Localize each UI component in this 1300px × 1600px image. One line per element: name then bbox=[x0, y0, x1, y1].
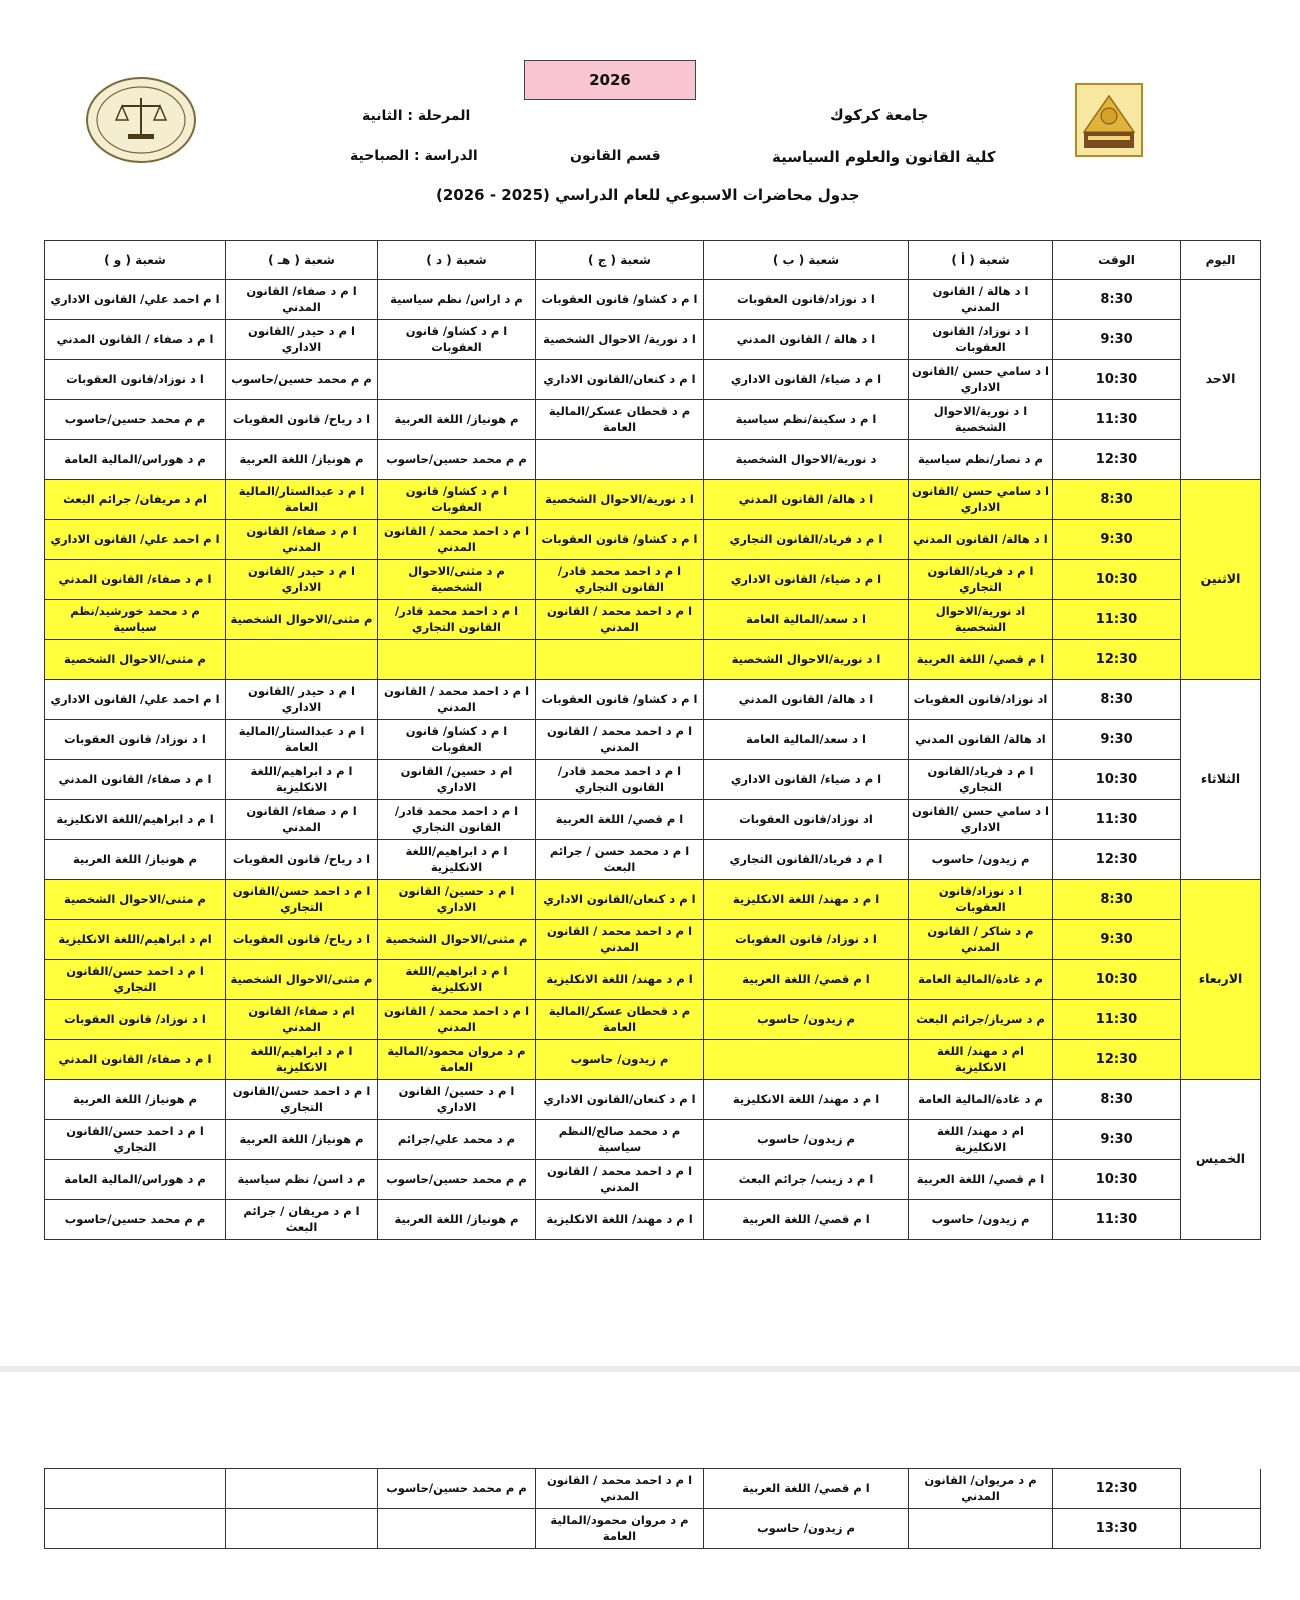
lecture-cell: ا م د احمد محمد قادر/ القانون التجاري bbox=[378, 800, 536, 840]
lecture-cell: ا م د حيدر /القانون الاداري bbox=[226, 680, 378, 720]
lecture-cell: ا م د احمد محمد / القانون المدني bbox=[378, 520, 536, 560]
lecture-cell: ا د سعد/المالية العامة bbox=[704, 720, 909, 760]
lecture-cell: م د اراس/ نظم سياسية bbox=[378, 280, 536, 320]
lecture-cell: ا م قصي/ اللغة العربية bbox=[909, 640, 1053, 680]
table-row bbox=[45, 320, 1261, 360]
lecture-cell: ا م د احمد محمد قادر/ القانون التجاري bbox=[536, 560, 704, 600]
lecture-cell: ا م د احمد حسن/القانون التجاري bbox=[45, 1120, 226, 1160]
table-row bbox=[45, 960, 1261, 1000]
lecture-cell: ا د نوزاد/ قانون العقوبات bbox=[704, 920, 909, 960]
lecture-cell: ا م د حيدر /القانون الاداري bbox=[226, 560, 378, 600]
table-row bbox=[45, 1120, 1261, 1160]
time-cell: 13:30 bbox=[1053, 1509, 1181, 1549]
column-header: الوقت bbox=[1053, 241, 1181, 280]
department-name: قسم القانون bbox=[570, 148, 661, 164]
lecture-cell bbox=[378, 1509, 536, 1549]
lecture-cell: م د مريوان/ القانون المدني bbox=[909, 1469, 1053, 1509]
table-row bbox=[45, 1469, 1261, 1509]
lecture-cell bbox=[378, 360, 536, 400]
lecture-cell: اد هالة/ القانون المدني bbox=[909, 720, 1053, 760]
lecture-cell: ا م احمد علي/ القانون الاداري bbox=[45, 680, 226, 720]
time-cell: 9:30 bbox=[1053, 520, 1181, 560]
lecture-cell: م زيدون/ حاسوب bbox=[909, 840, 1053, 880]
lecture-cell: ا د نورية/ الاحوال الشخصية bbox=[536, 320, 704, 360]
lecture-cell: م د هوراس/المالية العامة bbox=[45, 1160, 226, 1200]
day-cell: الخميس bbox=[1181, 1080, 1261, 1240]
lecture-cell: م مثنى/الاحوال الشخصية bbox=[45, 640, 226, 680]
lecture-cell: ا د رياح/ قانون العقوبات bbox=[226, 840, 378, 880]
lecture-cell: ا م د محمد حسن / جرائم البعث bbox=[536, 840, 704, 880]
lecture-cell: ا م قصي/ اللغة العربية bbox=[909, 1160, 1053, 1200]
lecture-cell: م هونياز/ اللغة العربية bbox=[378, 1200, 536, 1240]
time-cell: 12:30 bbox=[1053, 840, 1181, 880]
lecture-cell: ا م د كشاو/ قانون العقوبات bbox=[378, 320, 536, 360]
lecture-cell: ا م د كشاو/ قانون العقوبات bbox=[536, 520, 704, 560]
table-row bbox=[45, 840, 1261, 880]
lecture-cell: م د نصار/نظم سياسية bbox=[909, 440, 1053, 480]
lecture-cell: ا م د مهند/ اللغة الانكليزية bbox=[536, 1200, 704, 1240]
lecture-cell: ا م د حسين/ القانون الاداري bbox=[378, 1080, 536, 1120]
lecture-cell: ا د هالة/ القانون المدني bbox=[909, 520, 1053, 560]
lecture-cell bbox=[226, 1469, 378, 1509]
time-cell: 11:30 bbox=[1053, 400, 1181, 440]
lecture-cell: ا م د ابراهيم/اللغة الانكليزية bbox=[226, 760, 378, 800]
lecture-cell: ا م د صفاء/ القانون المدني bbox=[226, 520, 378, 560]
college-seal-icon bbox=[84, 76, 198, 164]
lecture-cell: م مثنى/الاحوال الشخصية bbox=[226, 960, 378, 1000]
lecture-cell: ا د سامي حسن /القانون الاداري bbox=[909, 480, 1053, 520]
lecture-cell: ا د نوزاد/ قانون العقوبات bbox=[45, 720, 226, 760]
table-row bbox=[45, 800, 1261, 840]
lecture-cell: ام د مهند/ اللغة الانكليزية bbox=[909, 1120, 1053, 1160]
lecture-cell: م م محمد حسين/حاسوب bbox=[378, 440, 536, 480]
lecture-cell bbox=[45, 1469, 226, 1509]
table-row bbox=[45, 1000, 1261, 1040]
lecture-cell: ا م قصي/ اللغة العربية bbox=[536, 800, 704, 840]
lecture-cell: اد نوزاد/قانون العقوبات bbox=[909, 680, 1053, 720]
lecture-cell: ا د نوزاد/قانون العقوبات bbox=[909, 880, 1053, 920]
time-cell: 8:30 bbox=[1053, 1080, 1181, 1120]
time-cell: 8:30 bbox=[1053, 480, 1181, 520]
header-row bbox=[45, 241, 1261, 280]
lecture-cell: م د محمد خورشيد/نظم سياسية bbox=[45, 600, 226, 640]
time-cell: 11:30 bbox=[1053, 600, 1181, 640]
table-row bbox=[45, 280, 1261, 320]
lecture-cell: ا م د زينب/ جرائم البعث bbox=[704, 1160, 909, 1200]
lecture-cell: م د محمد صالح/النظم سياسية bbox=[536, 1120, 704, 1160]
lecture-cell: ا د نورية/الاحوال الشخصية bbox=[909, 400, 1053, 440]
column-header: اليوم bbox=[1181, 241, 1261, 280]
lecture-cell: ا م د كنعان/القانون الاداري bbox=[536, 1080, 704, 1120]
lecture-cell: م زيدون/ حاسوب bbox=[704, 1000, 909, 1040]
lecture-cell: ا م د عبدالستار/المالية العامة bbox=[226, 480, 378, 520]
table-row bbox=[45, 1160, 1261, 1200]
lecture-cell: اد نورية/الاحوال الشخصية bbox=[909, 600, 1053, 640]
lecture-cell: م م محمد حسين/حاسوب bbox=[45, 1200, 226, 1240]
lecture-cell: ا م د حسين/ القانون الاداري bbox=[378, 880, 536, 920]
study-type: الدراسة : الصباحية bbox=[350, 148, 478, 164]
lecture-cell: ا د هالة/ القانون المدني bbox=[704, 680, 909, 720]
time-cell: 12:30 bbox=[1053, 1469, 1181, 1509]
day-cell: الاربعاء bbox=[1181, 880, 1261, 1080]
lecture-cell: ا م د ابراهيم/اللغة الانكليزية bbox=[378, 960, 536, 1000]
lecture-cell: ا م د احمد حسن/القانون التجاري bbox=[226, 880, 378, 920]
table-row bbox=[45, 880, 1261, 920]
lecture-cell: ا م د ابراهيم/اللغة الانكليزية bbox=[226, 1040, 378, 1080]
lecture-cell: ا د نورية/الاحوال الشخصية bbox=[704, 640, 909, 680]
lecture-cell: م م محمد حسين/حاسوب bbox=[378, 1469, 536, 1509]
lecture-cell: ا د رياح/ قانون العقوبات bbox=[226, 400, 378, 440]
lecture-cell: ا م قصي/ اللغة العربية bbox=[704, 960, 909, 1000]
lecture-cell bbox=[704, 1040, 909, 1080]
time-cell: 9:30 bbox=[1053, 1120, 1181, 1160]
page-header bbox=[0, 0, 1300, 240]
time-cell: 10:30 bbox=[1053, 1160, 1181, 1200]
lecture-cell: م د مروان محمود/المالية العامة bbox=[536, 1509, 704, 1549]
lecture-cell: م هونياز/ اللغة العربية bbox=[45, 840, 226, 880]
university-name: جامعة كركوك bbox=[830, 106, 929, 124]
table-row bbox=[45, 1080, 1261, 1120]
time-cell: 10:30 bbox=[1053, 360, 1181, 400]
lecture-cell: ا م د احمد محمد قادر/ القانون التجاري bbox=[536, 760, 704, 800]
lecture-cell: م د اسن/ نظم سياسية bbox=[226, 1160, 378, 1200]
lecture-cell bbox=[226, 1509, 378, 1549]
table-row bbox=[45, 760, 1261, 800]
lecture-cell: ا م د احمد محمد / القانون المدني bbox=[536, 1160, 704, 1200]
lecture-cell: ا م د ابراهيم/اللغة الانكليزية bbox=[378, 840, 536, 880]
lecture-cell: م هونياز/ اللغة العربية bbox=[226, 440, 378, 480]
time-cell: 10:30 bbox=[1053, 760, 1181, 800]
lecture-cell: ا د سامي حسن /القانون الاداري bbox=[909, 800, 1053, 840]
day-cell: الاثنين bbox=[1181, 480, 1261, 680]
time-cell: 8:30 bbox=[1053, 680, 1181, 720]
lecture-cell: ا د نوزاد/ قانون العقوبات bbox=[45, 1000, 226, 1040]
day-cell: الثلاثاء bbox=[1181, 680, 1261, 880]
lecture-cell: ام د مريفان/ جرائم البعث bbox=[45, 480, 226, 520]
lecture-cell: ا م قصي/ اللغة العربية bbox=[704, 1469, 909, 1509]
lecture-cell: م د قحطان عسكر/المالية العامة bbox=[536, 400, 704, 440]
lecture-cell: اد نوزاد/قانون العقوبات bbox=[704, 800, 909, 840]
lecture-cell bbox=[909, 1509, 1053, 1549]
lecture-cell: ا م د ضياء/ القانون الاداري bbox=[704, 760, 909, 800]
time-cell: 8:30 bbox=[1053, 280, 1181, 320]
lecture-cell: ا م د ضياء/ القانون الاداري bbox=[704, 360, 909, 400]
lecture-cell: ا م د احمد محمد / القانون المدني bbox=[536, 1469, 704, 1509]
time-cell: 11:30 bbox=[1053, 800, 1181, 840]
lecture-cell: ام د مهند/ اللغة الانكليزية bbox=[909, 1040, 1053, 1080]
lecture-cell: ا م د مهند/ اللغة الانكليزية bbox=[704, 880, 909, 920]
lecture-cell: د نورية/الاحوال الشخصية bbox=[704, 440, 909, 480]
lecture-cell bbox=[536, 640, 704, 680]
lecture-cell: ا د نوزاد/قانون العقوبات bbox=[704, 280, 909, 320]
lecture-cell: ا م د كشاو/ قانون العقوبات bbox=[536, 280, 704, 320]
lecture-cell: م د سرياز/جرائم البعث bbox=[909, 1000, 1053, 1040]
lecture-cell: ا م احمد علي/ القانون الاداري bbox=[45, 280, 226, 320]
lecture-cell: ا م د كشاو/ قانون العقوبات bbox=[536, 680, 704, 720]
table-row bbox=[45, 720, 1261, 760]
lecture-cell: ا م د مريفان / جرائم البعث bbox=[226, 1200, 378, 1240]
continuation-table bbox=[44, 1468, 1261, 1549]
lecture-cell: ا د نوزاد/قانون العقوبات bbox=[45, 360, 226, 400]
table-row bbox=[45, 400, 1261, 440]
lecture-cell: م د غادة/المالية العامة bbox=[909, 1080, 1053, 1120]
lecture-cell: ا د هالة / القانون المدني bbox=[909, 280, 1053, 320]
lecture-cell: م هونياز/ اللغة العربية bbox=[378, 400, 536, 440]
table-row bbox=[45, 1509, 1261, 1549]
lecture-cell: م مثنى/الاحوال الشخصية bbox=[226, 600, 378, 640]
lecture-cell: ا م د مهند/ اللغة الانكليزية bbox=[536, 960, 704, 1000]
lecture-cell: م م محمد حسين/حاسوب bbox=[226, 360, 378, 400]
lecture-cell: م زيدون/ حاسوب bbox=[704, 1509, 909, 1549]
table-row bbox=[45, 480, 1261, 520]
column-header: شعبة ( و ) bbox=[45, 241, 226, 280]
lecture-cell: ا م د صفاء/ القانون المدني bbox=[226, 280, 378, 320]
lecture-cell: ا م د فرياد/القانون التجاري bbox=[704, 520, 909, 560]
time-cell: 10:30 bbox=[1053, 960, 1181, 1000]
day-cell bbox=[1181, 1469, 1261, 1509]
lecture-cell: ا م احمد علي/ القانون الاداري bbox=[45, 520, 226, 560]
lecture-cell: ا م د صفاء/ القانون المدني bbox=[45, 1040, 226, 1080]
lecture-cell: ا م د صفاء / القانون المدني bbox=[45, 320, 226, 360]
lecture-cell: ا م د كنعان/القانون الاداري bbox=[536, 880, 704, 920]
lecture-cell: ا م د سكينة/نظم سياسية bbox=[704, 400, 909, 440]
lecture-cell: ا م د احمد محمد / القانون المدني bbox=[536, 920, 704, 960]
page-separator bbox=[0, 1366, 1300, 1372]
time-cell: 9:30 bbox=[1053, 320, 1181, 360]
lecture-cell: م مثنى/الاحوال الشخصية bbox=[378, 920, 536, 960]
column-header: شعبة ( أ ) bbox=[909, 241, 1053, 280]
lecture-cell: ا م د عبدالستار/المالية العامة bbox=[226, 720, 378, 760]
lecture-cell bbox=[226, 640, 378, 680]
table-row bbox=[45, 640, 1261, 680]
lecture-cell: ا د نوزاد/ القانون العقوبات bbox=[909, 320, 1053, 360]
schedule-title: جدول محاضرات الاسبوعي للعام الدراسي (2025 - 2026) bbox=[436, 186, 860, 204]
lecture-cell: م د شاكر / القانون المدني bbox=[909, 920, 1053, 960]
day-cell bbox=[1181, 1509, 1261, 1549]
table-row bbox=[45, 360, 1261, 400]
lecture-cell: ا م د حيدر /القانون الاداري bbox=[226, 320, 378, 360]
lecture-cell bbox=[536, 440, 704, 480]
lecture-cell: ا م د احمد حسن/القانون التجاري bbox=[45, 960, 226, 1000]
lecture-cell: ا م د احمد محمد / القانون المدني bbox=[536, 720, 704, 760]
column-header: شعبة ( ب ) bbox=[704, 241, 909, 280]
lecture-cell: ا د رياح/ قانون العقوبات bbox=[226, 920, 378, 960]
column-header: شعبة ( هـ ) bbox=[226, 241, 378, 280]
time-cell: 10:30 bbox=[1053, 560, 1181, 600]
table-row bbox=[45, 680, 1261, 720]
college-name: كلية القانون والعلوم السياسية bbox=[772, 148, 996, 166]
lecture-cell: م م محمد حسين/حاسوب bbox=[378, 1160, 536, 1200]
table-row bbox=[45, 520, 1261, 560]
time-cell: 11:30 bbox=[1053, 1200, 1181, 1240]
lecture-cell: م زيدون/ حاسوب bbox=[704, 1120, 909, 1160]
column-header: شعبة ( ج ) bbox=[536, 241, 704, 280]
time-cell: 9:30 bbox=[1053, 720, 1181, 760]
lecture-cell: م م محمد حسين/حاسوب bbox=[45, 400, 226, 440]
lecture-cell: ا م د احمد حسن/القانون التجاري bbox=[226, 1080, 378, 1120]
time-cell: 12:30 bbox=[1053, 1040, 1181, 1080]
lecture-cell: ا م د احمد محمد / القانون المدني bbox=[536, 600, 704, 640]
lecture-cell: ا م قصي/ اللغة العربية bbox=[704, 1200, 909, 1240]
table-row bbox=[45, 440, 1261, 480]
lecture-cell bbox=[45, 1509, 226, 1549]
lecture-cell: ا د هالة / القانون المدني bbox=[704, 320, 909, 360]
time-cell: 8:30 bbox=[1053, 880, 1181, 920]
lecture-cell: ا م د احمد محمد / القانون المدني bbox=[378, 680, 536, 720]
day-cell: الاحد bbox=[1181, 280, 1261, 480]
lecture-cell: ا م د كنعان/القانون الاداري bbox=[536, 360, 704, 400]
lecture-cell: ا م د صفاء/ القانون المدني bbox=[45, 760, 226, 800]
table-row bbox=[45, 920, 1261, 960]
lecture-cell: ا م د احمد محمد / القانون المدني bbox=[378, 1000, 536, 1040]
schedule-table bbox=[44, 240, 1261, 1240]
table-row bbox=[45, 600, 1261, 640]
lecture-cell: ا م د صفاء/ القانون المدني bbox=[45, 560, 226, 600]
stage-label: المرحلة : الثانية bbox=[362, 108, 471, 124]
lecture-cell: ا م د فرياد/القانون التجاري bbox=[909, 560, 1053, 600]
column-header: شعبة ( د ) bbox=[378, 241, 536, 280]
lecture-cell: م د قحطان عسكر/المالية العامة bbox=[536, 1000, 704, 1040]
lecture-cell: م زيدون/ حاسوب bbox=[909, 1200, 1053, 1240]
lecture-cell: ام د صفاء/ القانون المدني bbox=[226, 1000, 378, 1040]
lecture-cell: ا م د ضياء/ القانون الاداري bbox=[704, 560, 909, 600]
lecture-cell: ا م د صفاء/ القانون المدني bbox=[226, 800, 378, 840]
lecture-cell: ا د سامي حسن /القانون الاداري bbox=[909, 360, 1053, 400]
time-cell: 12:30 bbox=[1053, 440, 1181, 480]
lecture-cell: ا د سعد/المالية العامة bbox=[704, 600, 909, 640]
time-cell: 9:30 bbox=[1053, 920, 1181, 960]
lecture-cell: م زيدون/ حاسوب bbox=[536, 1040, 704, 1080]
lecture-cell: ا د هالة/ القانون المدني bbox=[704, 480, 909, 520]
time-cell: 11:30 bbox=[1053, 1000, 1181, 1040]
lecture-cell: م د هوراس/المالية العامة bbox=[45, 440, 226, 480]
lecture-cell: ام د ابراهيم/اللغة الانكليزية bbox=[45, 920, 226, 960]
university-logo-icon bbox=[1074, 82, 1144, 158]
lecture-cell: م هونياز/ اللغة العربية bbox=[226, 1120, 378, 1160]
table-row bbox=[45, 560, 1261, 600]
lecture-cell: م د محمد علي/جرائم bbox=[378, 1120, 536, 1160]
table-row bbox=[45, 1200, 1261, 1240]
lecture-cell: ا م د ابراهيم/اللغة الانكليزية bbox=[45, 800, 226, 840]
lecture-cell: ا د نورية/الاحوال الشخصية bbox=[536, 480, 704, 520]
lecture-cell bbox=[378, 640, 536, 680]
lecture-cell: ا م د كشاو/ قانون العقوبات bbox=[378, 480, 536, 520]
lecture-cell: ام د حسين/ القانون الاداري bbox=[378, 760, 536, 800]
lecture-cell: ا م د كشاو/ قانون العقوبات bbox=[378, 720, 536, 760]
lecture-cell: ا م د مهند/ اللغة الانكليزية bbox=[704, 1080, 909, 1120]
year-badge: 2026 bbox=[524, 60, 696, 100]
lecture-cell: ا م د احمد محمد قادر/ القانون التجاري bbox=[378, 600, 536, 640]
lecture-cell: م د مثنى/الاحوال الشخصية bbox=[378, 560, 536, 600]
lecture-cell: ا م د فرياد/القانون التجاري bbox=[704, 840, 909, 880]
lecture-cell: ا م د فرياد/القانون التجاري bbox=[909, 760, 1053, 800]
lecture-cell: م د غادة/المالية العامة bbox=[909, 960, 1053, 1000]
table-row bbox=[45, 1040, 1261, 1080]
lecture-cell: م هونياز/ اللغة العربية bbox=[45, 1080, 226, 1120]
lecture-cell: م د مروان محمود/المالية العامة bbox=[378, 1040, 536, 1080]
lecture-cell: م مثنى/الاحوال الشخصية bbox=[45, 880, 226, 920]
time-cell: 12:30 bbox=[1053, 640, 1181, 680]
